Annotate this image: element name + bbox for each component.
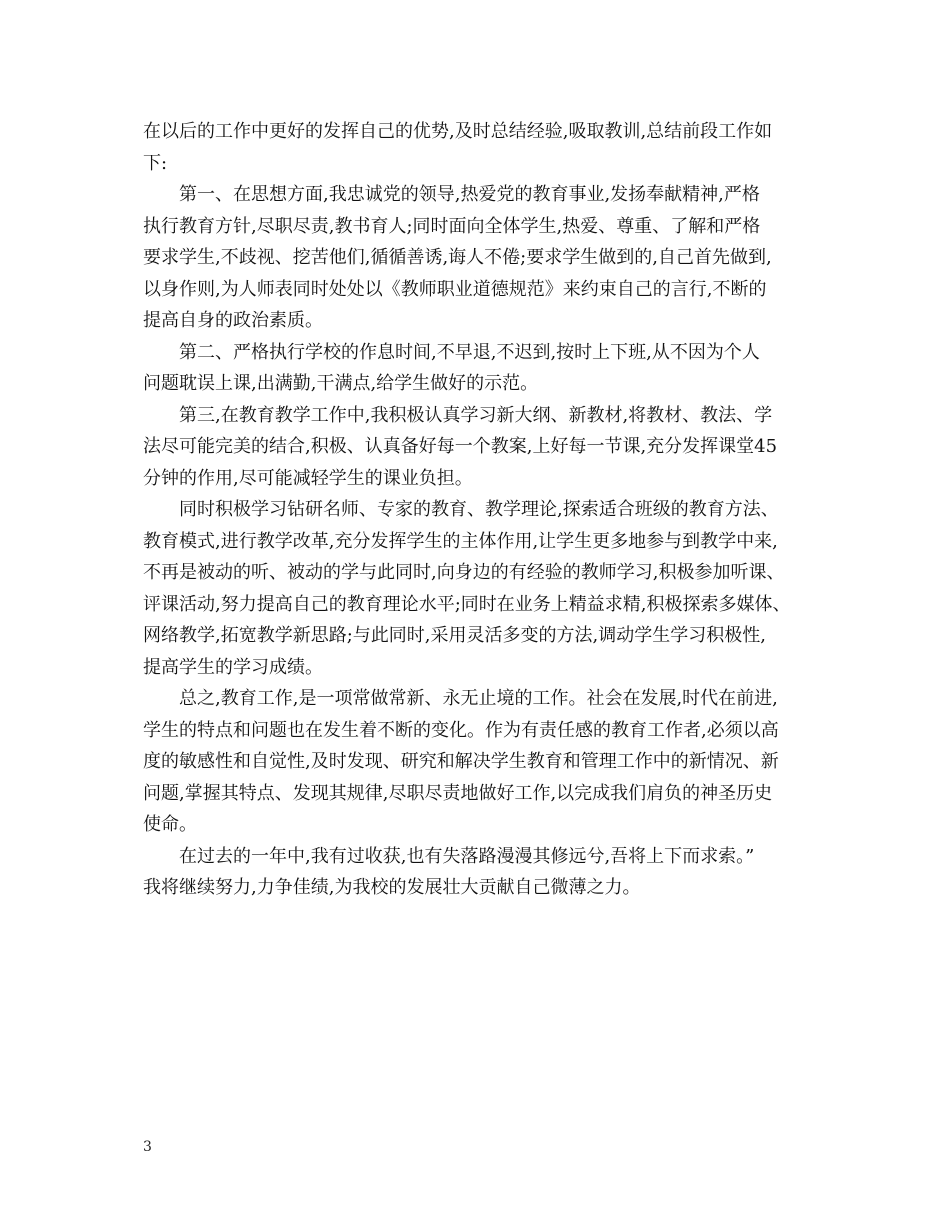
document-body — [143, 116, 815, 904]
text-line: 在过去的一年中,我有过收获,也有失落路漫漫其修远兮,吾将上下而求索。” — [179, 845, 755, 867]
text-line: 问题,掌握其特点、发现其规律,尽职尽责地做好工作,以完成我们肩负的神圣历史 — [143, 782, 773, 804]
text-line: 在以后的工作中更好的发挥自己的优势,及时总结经验,吸取教训,总结前段工作如 — [143, 121, 773, 142]
text-line: 不再是被动的听、被动的学与此同时,向身边的有经验的教师学习,积极参加听课、 — [143, 562, 785, 583]
paragraph — [143, 337, 815, 400]
text-line: 提高自身的政治素质。 — [143, 310, 323, 331]
text-line: 第三,在教育教学工作中,我积极认真学习新大纲、新教材,将教材、教法、学 — [179, 404, 773, 426]
text-line: 同时积极学习钻研名师、专家的教育、教学理论,探索适合班级的教育方法、 — [179, 499, 779, 520]
paragraph — [143, 494, 815, 683]
text-line: 分钟的作用,尽可能减轻学生的课业负担。 — [143, 467, 473, 489]
text-line: 评课活动,努力提高自己的教育理论水平;同时在业务上精益求精,积极探索多媒体、 — [143, 593, 791, 615]
text-line: 总之,教育工作,是一项常做常新、永无止境的工作。社会在发展,时代在前进, — [179, 688, 778, 709]
text-line: 法尽可能完美的结合,积极、认真备好每一个教案,上好每一节课,充分发挥课堂45 — [143, 436, 778, 457]
text-line: 第二、严格执行学校的作息时间,不早退,不迟到,按时上下班,从不因为个人 — [179, 341, 760, 363]
text-line: 教育模式,进行教学改革,充分发挥学生的主体作用,让学生更多地参与到教学中来, — [143, 530, 778, 552]
text-line: 要求学生,不歧视、挖苦他们,循循善诱,诲人不倦;要求学生做到的,自己首先做到, — [143, 247, 772, 268]
paragraph — [143, 116, 815, 179]
paragraph — [143, 179, 815, 337]
text-line: 使命。 — [143, 814, 197, 835]
paragraph — [143, 683, 815, 841]
text-line: 学生的特点和问题也在发生着不断的变化。作为有责任感的教育工作者,必须以高 — [143, 719, 779, 741]
text-line: 网络教学,拓宽教学新思路;与此同时,采用灵活多变的方法,调动学生学习积极性, — [143, 625, 766, 646]
text-line: 执行教育方针,尽职尽责,教书育人;同时面向全体学生,热爱、尊重、了解和严格 — [143, 215, 761, 237]
text-line: 我将继续努力,力争佳绩,为我校的发展壮大贡献自己微薄之力。 — [143, 877, 641, 898]
text-line: 提高学生的学习成绩。 — [143, 656, 323, 678]
text-line: 以身作则,为人师表同时处处以《教师职业道德规范》来约束自己的言行,不断的 — [143, 278, 767, 300]
paragraph — [143, 841, 815, 904]
paragraph — [143, 400, 815, 495]
text-line: 度的敏感性和自觉性,及时发现、研究和解决学生教育和管理工作中的新情况、新 — [143, 751, 779, 772]
text-line: 下: — [143, 152, 168, 174]
text-line: 问题耽误上课,出满勤,干满点,给学生做好的示范。 — [143, 373, 539, 394]
page-number: 3 — [143, 1139, 152, 1155]
text-line: 第一、在思想方面,我忠诚党的领导,热爱党的教育事业,发扬奉献精神,严格 — [179, 184, 760, 205]
